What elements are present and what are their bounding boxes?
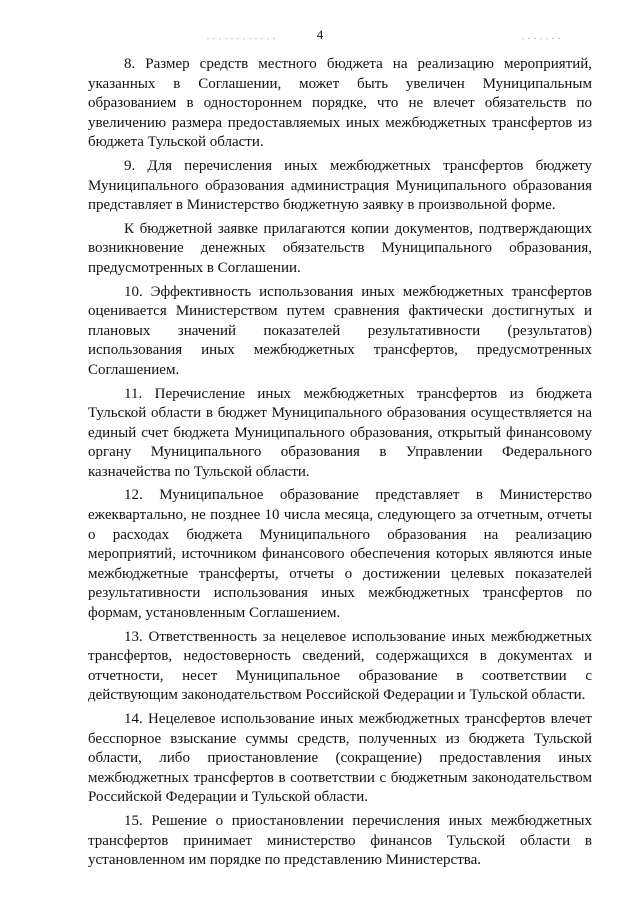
clause-12: 12. Муниципальное образование представляет в Министерство ежеквартально, не позднее 10 числа месяца, следующего за отчетным, отчеты о расходах бюджета Муниципального образования на реализацию мероприятий, источником финансового обеспечения которых являются иные межбюджетные трансферты, отчеты о достижении целевых показателей результативности использования иных межбюджетных трансфертов по формам, установленным Соглашением.: [88, 487, 592, 622]
clause-9-attachment: К бюджетной заявке прилагаются копии документов, подтверждающих возникновение денежных обязательств Муниципального образования, предусмотренных в Соглашении.: [88, 220, 592, 276]
page-number: 4: [316, 27, 324, 42]
clause-13: 13. Ответственность за нецелевое использование иных межбюджетных трансфертов, недостоверность сведений, содержащихся в документах и отчетности, несет Муниципальное образование в соответствии с действующим законодательством Российской Федерации и Тульской области.: [88, 628, 592, 704]
clause-11: 11. Перечисление иных межбюджетных трансфертов из бюджета Тульской области в бюджет Муниципального образования осуществляется на единый счет бюджета Муниципального образования, открытый финансовому органу Муниципального образования в Управлении Федерального казначейства по Тульской области.: [88, 385, 592, 480]
clause-9: 9. Для перечисления иных межбюджетных трансфертов бюджету Муниципального образования администрация Муниципального образования представляет в Министерство бюджетную заявку в произвольной форме.: [88, 157, 592, 214]
clause-15: 15. Решение о приостановлении перечисления иных межбюджетных трансфертов принимает министерство финансов Тульской области в установленном им порядке по представлению Министерства.: [88, 812, 592, 869]
clause-10: 10. Эффективность использования иных межбюджетных трансфертов оценивается Министерством путем сравнения фактически достигнутых и плановых значений показателей результативности (результатов) использования иных межбюджетных трансфертов, предусмотренных Соглашением.: [88, 283, 592, 378]
scan-noise-left: [205, 37, 275, 40]
clause-14: 14. Нецелевое использование иных межбюджетных трансфертов влечет бесспорное взыскание суммы средств, полученных из бюджета Тульской области, либо приостановление (сокращение) предоставления иных межбюджетных трансфертов в соответствии с бюджетным законодательством Российской Федерации и Тульской области.: [88, 711, 592, 806]
document-body: [88, 55, 592, 875]
scan-noise-right: [520, 37, 560, 40]
clause-8: 8. Размер средств местного бюджета на реализацию мероприятий, указанных в Соглашении, может быть увеличен Муниципальным образованием в одностороннем порядке, что не влечет обязательств по увеличению размера предоставляемых иных межбюджетных трансфертов из бюджета Тульской области.: [88, 56, 592, 151]
